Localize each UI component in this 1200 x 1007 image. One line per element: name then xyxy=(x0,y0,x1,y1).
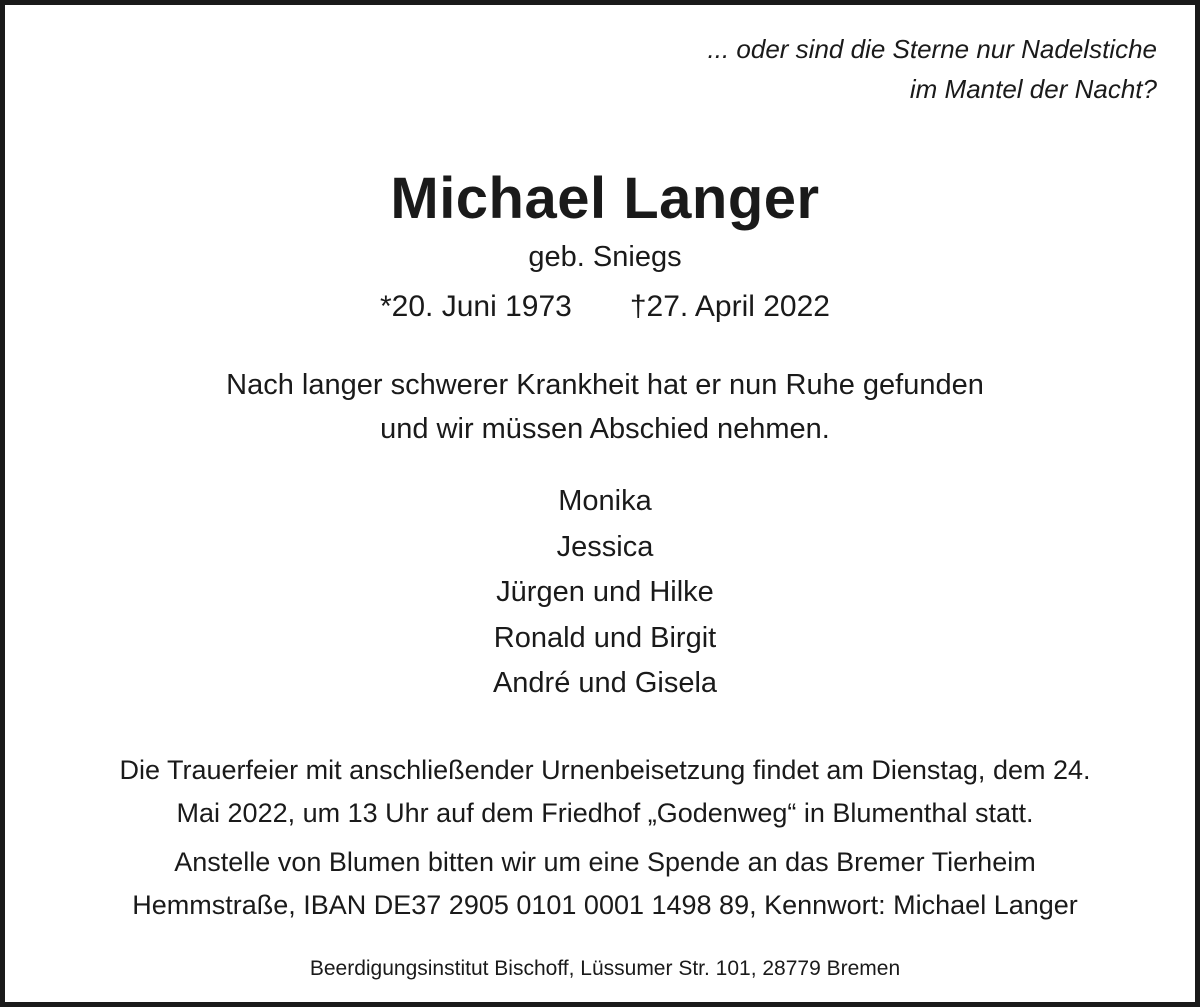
death-date: †27. April 2022 xyxy=(629,290,830,323)
mourner-name: Monika xyxy=(558,485,652,517)
birth-name: geb. Sniegs xyxy=(528,241,682,273)
farewell-message xyxy=(5,363,1200,451)
funeral-line: Mai 2022, um 13 Uhr auf dem Friedhof „Godenweg“ in Blumenthal statt. xyxy=(176,798,1034,828)
undertaker-info: Beerdigungsinstitut Bischoff, Lüssumer Str. 101, 28779 Bremen xyxy=(309,957,901,980)
mourner-name: André und Gisela xyxy=(492,667,718,699)
life-dates xyxy=(5,285,1200,329)
donation-line: Anstelle von Blumen bitten wir um eine Spende an das Bremer Tierheim xyxy=(174,847,1036,877)
donation-info xyxy=(5,841,1200,927)
quote-line: ... oder sind die Sterne nur Nadelstiche xyxy=(707,34,1157,64)
birth-date: *20. Juni 1973 xyxy=(380,290,572,323)
epigraph-quote xyxy=(708,29,1157,109)
deceased-name: Michael Langer xyxy=(390,166,820,231)
mourners-list xyxy=(5,479,1200,707)
donation-line: Hemmstraße, IBAN DE37 2905 0101 0001 1498 89, Kennwort: Michael Langer xyxy=(132,890,1078,920)
quote-line: im Mantel der Nacht? xyxy=(909,74,1157,104)
mourner-name: Jürgen und Hilke xyxy=(496,576,714,608)
funeral-info xyxy=(5,749,1200,835)
mourner-name: Jessica xyxy=(556,530,654,563)
message-line: und wir müssen Abschied nehmen. xyxy=(380,413,830,445)
message-line: Nach langer schwerer Krankheit hat er nun Ruhe gefunden xyxy=(226,369,984,401)
mourner-name: Ronald und Birgit xyxy=(493,621,717,654)
funeral-line: Die Trauerfeier mit anschließender Urnenbeisetzung findet am Dienstag, dem 24. xyxy=(119,755,1091,785)
